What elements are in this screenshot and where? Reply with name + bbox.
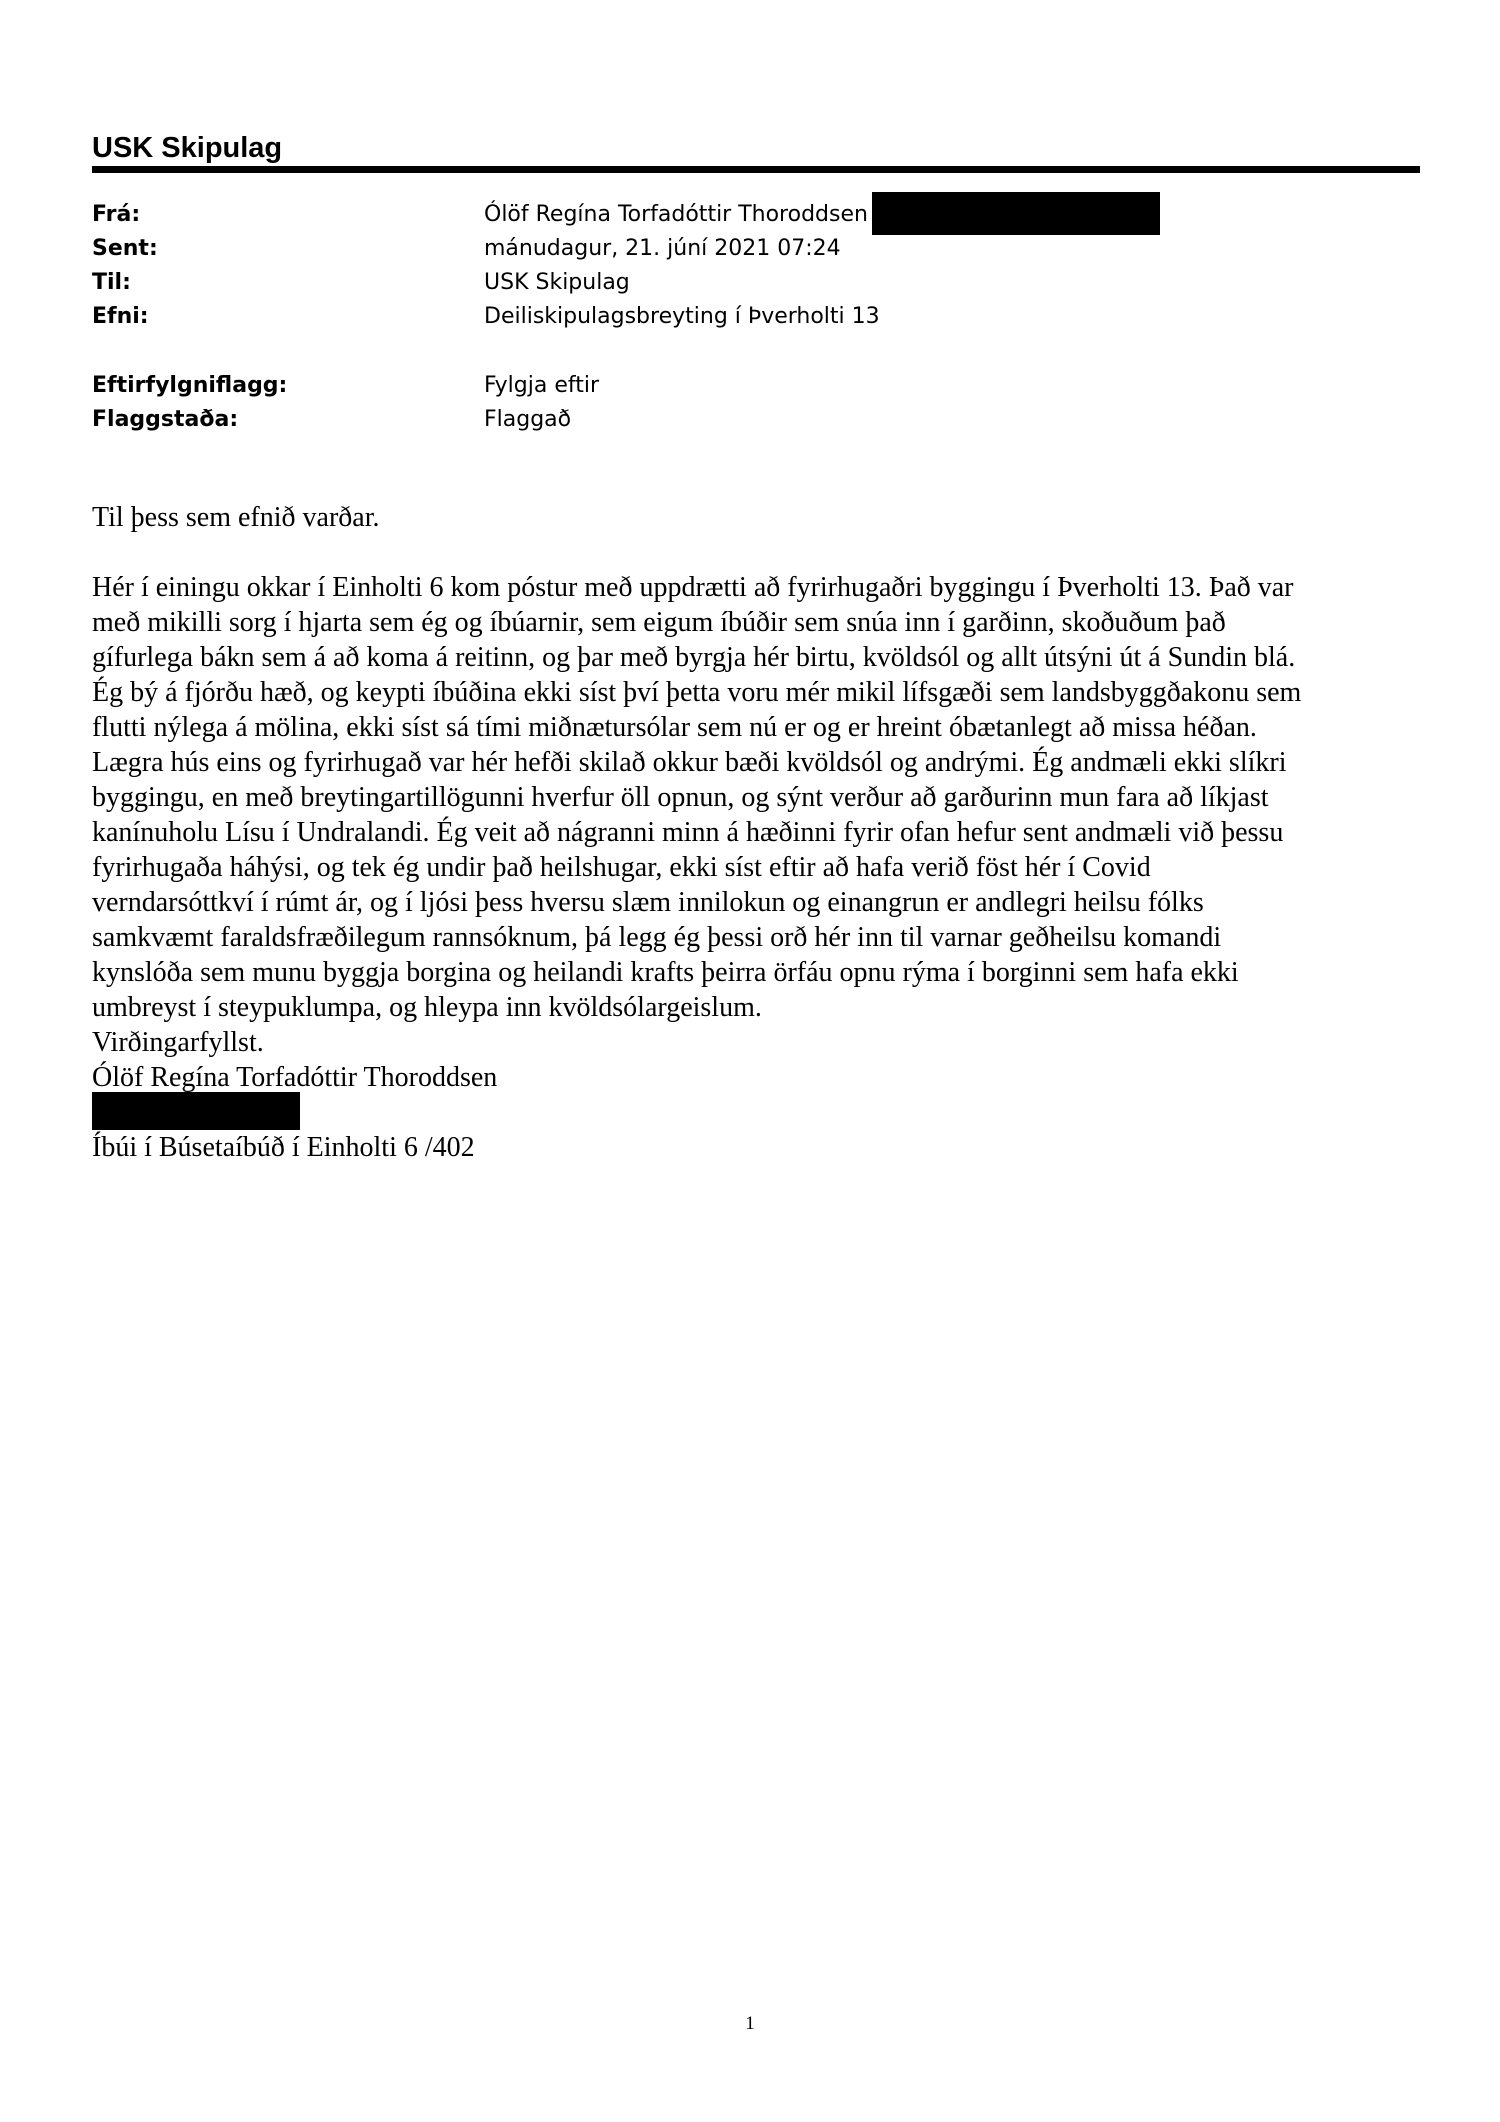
body-line: verndarsóttkví í rúmt ár, og í ljósi þess hversu slæm innilokun og einangrun er andlegri heilsu fólks bbox=[92, 887, 1204, 918]
subject-value: Deiliskipulagsbreyting í Þverholti 13 bbox=[484, 304, 880, 329]
sender-name: Ólöf Regína Torfadóttir Thoroddsen bbox=[484, 202, 868, 227]
title-divider bbox=[92, 166, 1420, 173]
body-line: með mikilli sorg í hjarta sem ég og íbúarnir, sem eigum íbúðir sem snúa inn í garðinn, skoðuðum það bbox=[92, 607, 1226, 638]
flag-status-row bbox=[92, 403, 599, 437]
flag-status-value: Flaggað bbox=[484, 407, 572, 432]
body-line: umbreyst í steypuklumpa, og hleypa inn kvöldsólargeislum. bbox=[92, 992, 762, 1023]
redacted-email-block bbox=[872, 192, 1160, 235]
followup-value: Fylgja eftir bbox=[484, 373, 599, 398]
to-row bbox=[92, 266, 1160, 300]
to-label: Til: bbox=[92, 270, 131, 295]
from-label: Frá: bbox=[92, 202, 141, 227]
to-value: USK Skipulag bbox=[484, 270, 630, 295]
from-value bbox=[484, 198, 1160, 232]
body-line: Hér í einingu okkar í Einholti 6 kom póstur með uppdrætti að fyrirhugaðri byggingu í Þverholti 13. Það var bbox=[92, 572, 1294, 603]
body-line: Lægra hús eins og fyrirhugað var hér hefði skilað okkur bæði kvöldsól og andrými. Ég andmæli ekki slíkri bbox=[92, 747, 1287, 778]
page-number: 1 bbox=[745, 2013, 755, 2034]
body-line: fyrirhugaða háhýsi, og tek ég undir það heilshugar, ekki síst eftir að hafa verið föst hér í Covid bbox=[92, 852, 1151, 883]
flag-info bbox=[92, 369, 599, 437]
body-line: kynslóða sem munu byggja borgina og heilandi krafts þeirra örfáu opnu rýma í borginni sem hafa ekki bbox=[92, 957, 1239, 988]
body-line: gífurlega bákn sem á að koma á reitinn, og þar með byrgja hér birtu, kvöldsól og allt útsýni út á Sundin blá. bbox=[92, 642, 1296, 673]
sent-value: mánudagur, 21. júní 2021 07:24 bbox=[484, 236, 841, 261]
signature-name: Ólöf Regína Torfadóttir Thoroddsen bbox=[92, 1062, 498, 1093]
body-line: Ég bý á fjórðu hæð, og keypti íbúðina ekki síst því þetta voru mér mikil lífsgæði sem landsbyggðakonu sem bbox=[92, 677, 1302, 708]
mailbox-title: USK Skipulag bbox=[92, 132, 283, 164]
subject-row bbox=[92, 300, 1160, 334]
flag-status-label: Flaggstaða: bbox=[92, 407, 239, 432]
body-line: samkvæmt faraldsfræðilegum rannsóknum, þá legg ég þessi orð hér inn til varnar geðheilsu komandi bbox=[92, 922, 1222, 953]
body-line: flutti nýlega á mölina, ekki síst sá tími miðnætursólar sem nú er og er hreint óbætanlegt að missa héðan. bbox=[92, 712, 1257, 743]
body-paragraph bbox=[92, 570, 1422, 1025]
email-body bbox=[92, 500, 1422, 1165]
body-line: byggingu, en með breytingartillögunni hverfur öll opnun, og sýnt verður að garðurinn mun fara að líkjast bbox=[92, 782, 1269, 813]
sent-label: Sent: bbox=[92, 236, 158, 261]
signature-residence: Íbúi í Búsetaíbúð í Einholti 6 /402 bbox=[92, 1132, 475, 1163]
subject-label: Efni: bbox=[92, 304, 149, 329]
from-row bbox=[92, 198, 1160, 232]
greeting: Til þess sem efnið varðar. bbox=[92, 502, 380, 533]
followup-row bbox=[92, 369, 599, 403]
followup-label: Eftirfylgniflagg: bbox=[92, 373, 288, 398]
sent-row bbox=[92, 232, 1160, 266]
body-line: kanínuholu Lísu í Undralandi. Ég veit að nágranni minn á hæðinni fyrir ofan hefur sent andmæli við þessu bbox=[92, 817, 1284, 848]
redacted-phone-block bbox=[92, 1092, 300, 1130]
email-header bbox=[92, 198, 1160, 334]
closing: Virðingarfyllst. bbox=[92, 1027, 264, 1058]
